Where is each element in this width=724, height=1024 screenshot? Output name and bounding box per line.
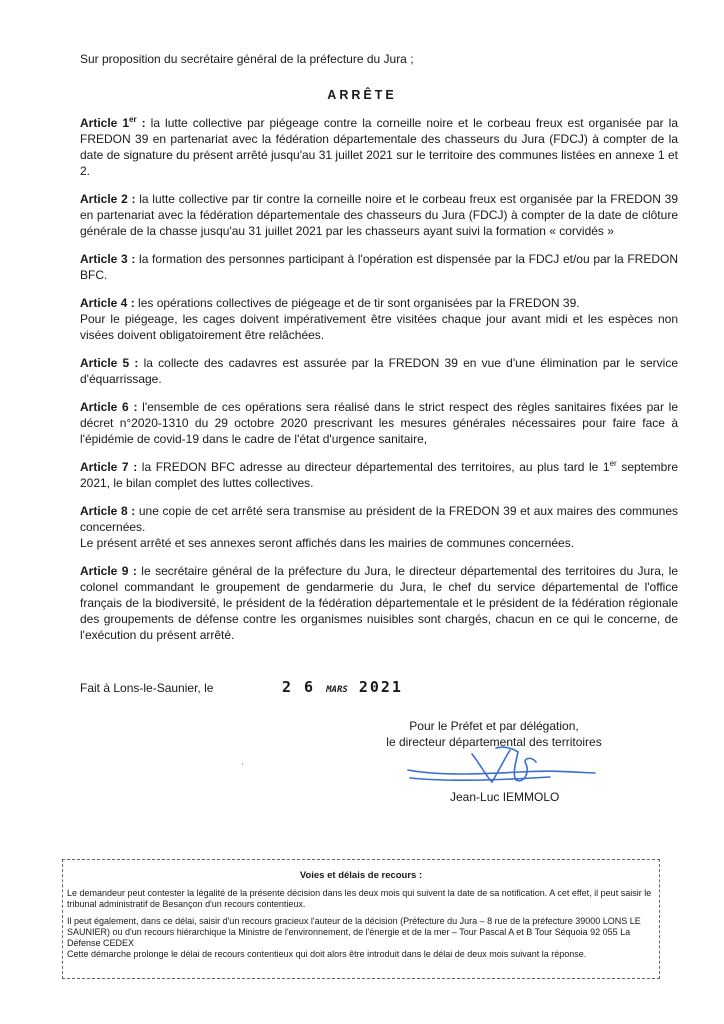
- article-text: les opérations collectives de piégeage et de tir sont organisées par la FREDON 39.: [134, 296, 580, 310]
- article-1: [80, 115, 678, 179]
- article-label: Article 5 :: [80, 356, 139, 370]
- article-text: la lutte collective par piégeage contre la corneille noire et le corbeau freux est organisée par la FREDON 39 en partenariat avec la fédération départementale des chasseurs du Jura (FDCJ) à compter de la date de signature du présent arrêté jusqu'au 31 juillet 2021 sur le territoire des communes listées en annexe 1 et 2.: [80, 116, 678, 178]
- intro-line: Sur proposition du secrétaire général de la préfecture du Jura ;: [80, 52, 414, 66]
- article-label: Article 1er :: [80, 115, 146, 130]
- article-8: [80, 503, 678, 551]
- article-text: l'ensemble de ces opérations sera réalisé dans le strict respect des règles sanitaires fixées par le décret n°2020-1310 du 29 octobre 2020 prescrivant les mesures générales nécessaires pour faire face à l'épidémie de covid-19 dans le cadre de l'état d'urgence sanitaire,: [80, 400, 678, 446]
- appeal-paragraph: Le demandeur peut contester la légalité de la présente décision dans les deux mois qui suivent la date de sa notification. A cet effet, il peut saisir le tribunal administratif de Besançon d'un recours contentieux.: [67, 888, 652, 909]
- appeal-title: Voies et délais de recours :: [299, 870, 423, 881]
- appeal-box: [62, 859, 660, 979]
- stray-mark: ˌ: [241, 755, 245, 766]
- signer-name: Jean-Luc IEMMOLO: [450, 790, 560, 804]
- article-label: Article 4 :: [80, 296, 135, 310]
- article-text-continued: Le présent arrêté et ses annexes seront affichés dans les mairies de communes concernées.: [80, 536, 575, 550]
- article-6: [80, 399, 678, 447]
- appeal-paragraph: Il peut également, dans ce délai, saisir d'un recours gracieux l'auteur de la décision (Préfecture du Jura – 8 rue de la préfecture 39000 LONS LE SAUNIER) ou d'un recours hiérarchique la Ministre de l'environnement, de l'énergie et de la mer – Tour Pascal A et B Tour Séquoia 92 055 La Défense CEDEX: [67, 916, 641, 948]
- article-text: la collecte des cadavres est assurée par la FREDON 39 en vue d'une élimination par le service d'équarrissage.: [80, 356, 678, 386]
- article-label: Article 6 :: [80, 400, 138, 414]
- article-7: Article 7 : la FREDON BFC adresse au directeur départemental des territoires, au plus tard le 1er septembre 2021, le bilan complet des luttes collectives.: [80, 459, 679, 490]
- date-year: 2021: [358, 678, 403, 696]
- articles-list: [80, 115, 678, 655]
- article-text: le secrétaire général de la préfecture du Jura, le directeur départemental des territoires du Jura, le colonel commandant le groupement de gendarmerie du Jura, le chef du service départemental de l'office français de la biodiversité, le président de la fédération départementale et le président de la fédération régionale des groupements de défense contre les organismes nuisibles sont chargés, chacun en ce qui le concerne, de l'exécution du présent arrêté.: [80, 564, 678, 642]
- article-label: Article 7 :: [80, 460, 138, 474]
- article-3: [80, 251, 678, 283]
- arrete-heading: ARRÊTE: [327, 88, 397, 102]
- handwritten-signature: [400, 742, 600, 792]
- article-label: Article 8 :: [80, 504, 136, 518]
- article-text: la lutte collective par tir contre la corneille noire et le corbeau freux est organisée par la FREDON 39 en partenariat avec la fédération départementale des chasseurs du Jura (FDCJ) à compter de la date de clôture générale de la chasse jusqu'au 31 juillet 2021 par les chasseurs ayant suivi la formation « corvidés »: [80, 192, 678, 238]
- date-month: MARS: [326, 685, 348, 695]
- place-line: Fait à Lons-le-Saunier, le: [80, 681, 214, 695]
- article-9: [80, 563, 678, 643]
- article-label: Article 2 :: [80, 192, 136, 206]
- article-5: [80, 355, 678, 387]
- appeal-paragraph: Cette démarche prolonge le délai de recours contentieux qui doit alors être introduit dans le délai de deux mois suivant la réponse.: [67, 949, 587, 959]
- article-2: [80, 191, 678, 239]
- date-day: 2 6: [282, 678, 316, 696]
- signatory-title: le directeur départemental des territoires: [386, 735, 602, 749]
- article-text-continued: Pour le piégeage, les cages doivent impérativement être visitées chaque jour avant midi et les espèces non visées doivent obligatoirement être relâchées.: [80, 312, 678, 342]
- article-text: la formation des personnes participant à l'opération est dispensée par la FDCJ et/ou par la FREDON BFC.: [80, 252, 679, 282]
- article-text-continued: septembre 2021, le bilan complet des luttes collectives.: [80, 460, 679, 490]
- article-text: une copie de cet arrêté sera transmise au président de la FREDON 39 et aux maires des communes concernées.: [80, 504, 679, 534]
- article-4: [80, 295, 678, 343]
- article-label: Article 3 :: [80, 252, 136, 266]
- article-label: Article 9 :: [80, 564, 137, 578]
- delegation-line: Pour le Préfet et par délégation,: [409, 719, 579, 733]
- article-text: la FREDON BFC adresse au directeur départemental des territoires, au plus tard le 1: [137, 460, 610, 474]
- date-stamp: [282, 678, 403, 696]
